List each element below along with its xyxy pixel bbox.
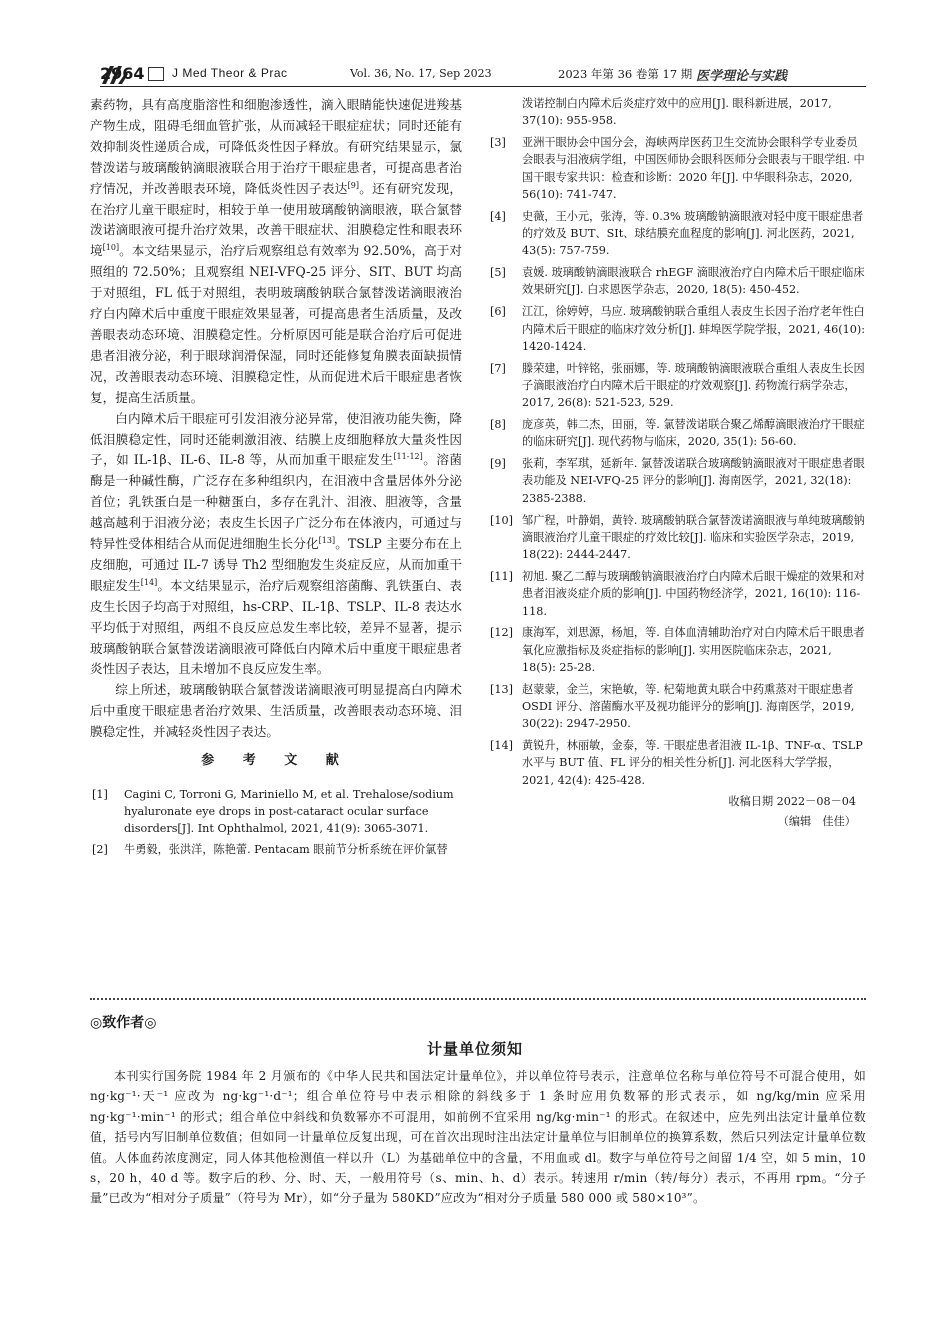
references-heading: 参 考 文 献 <box>201 753 351 769</box>
reference-item: [7] 滕荣建，叶锌铭，张丽娜，等. 玻璃酸钠滴眼液联合重组人表皮生长因子滴眼液治疗白内障术后干眼症的疗效观察[J]. 药物流行病学杂志，2017, 26(8): 521-523, 529. <box>490 361 865 410</box>
journal-name-en: J Med Theor & Prac <box>172 66 288 80</box>
contributor-heading: ◎致作者◎ <box>90 1015 157 1031</box>
reference-item: [4] 史薇，王小元，张涛，等. 0.3% 玻璃酸钠滴眼液对轻中度干眼症患者的疗效及 BUT、SIt、球结膜充血程度的影响[J]. 河北医药，2021, 43(5): 757-759. <box>490 209 864 258</box>
page-number: 2964 <box>100 64 145 83</box>
header-rule <box>100 86 866 87</box>
reference-item: [5] 袁媛. 玻璃酸钠滴眼液联合 rhEGF 滴眼液治疗白内障术后干眼症临床效果研究[J]. 白求恩医学杂志，2020, 18(5): 450-452. <box>490 266 865 297</box>
reference-item: [13] 赵蒙蒙，金兰，宋艳敏，等. 杞菊地黄丸联合中药熏蒸对干眼症患者 OSDI 评分、溶菌酶水平及视功能评分的影响[J]. 海南医学，2019, 30(22): 2947-2950. <box>490 682 855 731</box>
volume-info-en: Vol. 36, No. 17, Sep 2023 <box>350 67 492 80</box>
section-divider <box>90 998 866 1000</box>
volume-info-cn: 2023 年第 36 卷第 17 期 <box>558 67 693 81</box>
received-date: 收稿日期 2022－08－04 <box>728 795 856 809</box>
reference-item: [11] 初旭. 聚乙二醇与玻璃酸钠滴眼液治疗白内障术后眼干燥症的效果和对患者泪液炎症介质的影响[J]. 中国药物经济学，2021, 16(10): 116-118. <box>490 569 865 618</box>
journal-name-cn: 医学理论与实践 <box>696 69 788 84</box>
reference-item: [2] 牛勇毅，张洪洋，陈艳蕾. Pentacam 眼前节分析系统在评价氯替 <box>92 843 448 856</box>
reference-item: [1] Cagini C, Torroni G, Mariniello M, et al. Trehalose/sodium hyaluronate eye drops in post-cataract ocular surface disorders[J]. Int Ophthalmol, 2021, 41(9): 3065-3071. <box>92 788 454 835</box>
reference-item: 泼诺控制白内障术后炎症疗效中的应用[J]. 眼科新进展，2017, 37(10): 955-958. <box>522 97 832 128</box>
right-column <box>488 95 866 831</box>
reference-item: [3] 亚洲干眼协会中国分会，海峡两岸医药卫生交流协会眼科学专业委员会眼表与泪液病学组，中国医师协会眼科医师分会眼表与干眼学组. 中国干眼专家共识：检查和诊断：2020 年[J]. 中华眼科杂志，2020, 56(10): 741-747. <box>490 136 865 201</box>
reference-item: [14] 黄锐升，林丽敏，金泰，等. 干眼症患者泪液 IL-1β、TNF-α、TSLP 水平与 BUT 值、FL 评分的相关性分析[J]. 河北医科大学学报，2021, 42(4): 425-428. <box>490 739 863 787</box>
header-box-icon <box>148 67 164 81</box>
body-paragraph: 素药物，具有高度脂溶性和细胞渗透性，滴入眼睛能快速促进羧基产物生成，阻碍毛细血管扩张，从而减轻干眼症症状；同时还能有效抑制炎性递质合成，可降低炎性因子释放。有研究结果显示，氯替泼诺与玻璃酸钠滴眼液联合用于治疗干眼症患者，可提高患者治疗情况，并改善眼表环境，降低炎性因子表达[9]。还有研究发现，在治疗儿童干眼症时，相较于单一使用玻璃酸钠滴眼液，联合氯替泼诺滴眼液可提升治疗效果，改善干眼症状、泪膜稳定性和眼表环境[10]。本文结果显示，治疗后观察组总有效率为 92.50%，高于对照组的 72.50%；且观察组 NEI-VFQ-25 评分、SIT、BUT 均高于对照组，FL 低于对照组，表明玻璃酸钠联合氯替泼诺滴眼液治疗白内障术后中重度干眼症效果显著，可提高患者生活质量，及改善眼表动态环境、泪膜稳定性。分析原因可能是联合治疗后可促进患者泪液分泌，利于眼球润滑保湿，同时还能修复角膜表面缺损情况，改善眼表动态环境、泪膜稳定性，从而促进术后干眼症患者恢复，提高生活质量。 <box>90 97 463 405</box>
reference-item: [10] 邹广程，叶静娟，黄铃. 玻璃酸钠联合氯替泼诺滴眼液与单纯玻璃酸钠滴眼液治疗儿童干眼症的疗效比较[J]. 临床和实验医学杂志，2019, 18(22): 2444-2447. <box>490 513 865 562</box>
notice-title: 计量单位须知 <box>426 1040 523 1058</box>
editor-credit: （编辑 佳佳） <box>777 815 856 829</box>
left-column <box>90 95 462 862</box>
reference-item: [6] 江江，徐婷婷，马应. 玻璃酸钠联合重组人表皮生长因子治疗老年性白内障术后干眼症的临床疗效分析[J]. 蚌埠医学院学报，2021, 46(10): 1420-1424. <box>490 305 866 353</box>
reference-item: [12] 康海军，刘思源，杨旭，等. 自体血清辅助治疗对白内障术后干眼患者氧化应激指标及炎症指标的影响[J]. 实用医院临床杂志，2021, 18(5): 25-28. <box>490 626 865 674</box>
reference-item: [8] 庞彦英，韩二杰，田丽，等. 氯替泼诺联合聚乙烯醇滴眼液治疗干眼症的临床研究[J]. 现代药物与临床，2020, 35(1): 56-60. <box>490 418 865 449</box>
conclusion-paragraph: 综上所述，玻璃酸钠联合氯替泼诺滴眼液可明显提高白内障术后中重度干眼症患者治疗效果、生活质量，改善眼表动态环境、泪膜稳定性，并减轻炎性因子表达。 <box>90 682 462 740</box>
reference-item: [9] 张莉，李军琪，延新年. 氯替泼诺联合玻璃酸钠滴眼液对干眼症患者眼表功能及 NEI-VFQ-25 评分的影响[J]. 海南医学，2021, 32(18): 2385-2388. <box>490 457 865 505</box>
notice-body: 本刊实行国务院 1984 年 2 月颁布的《中华人民共和国法定计量单位》，并以单位符号表示，注意单位名称与单位符号不可混合使用，如 ng·kg⁻¹·天⁻¹ 应改为 ng·kg⁻¹·d⁻¹；组合单位符号中表示相除的斜线多于 1 条时应用负数幂的形式表示，如 ng/kg/min 应采用 ng·kg⁻¹·min⁻¹ 的形式；组合单位中斜线和负数幂亦不可混用，如前例不宜采用 ng/kg·min⁻¹ 的形式。在叙述中，应先列出法定计量单位数值，括号内写旧制单位数值；但如同一计量单位反复出现，可在首次出现时注出法定计量单位与旧制单位的换算系数，然后只列法定计量单位数值。人体血药浓度测定，同人体其他检测值一样以升（L）为基础单位中的含量，不用血或 dl。数字与单位符号之间留 1/4 空，如 5 min，10 s，20 h，40 d 等。数字后的秒、分、时、天，一般用符号（s、min、h、d）表示。转速用 r/min（转/每分）表示，不再用 rpm。“分子量”已改为“相对分子质量”（符号为 Mr），如“分子量为 580KD”应改为“相对分子质量 580 000 或 580×10³”。 <box>90 1069 866 1206</box>
body-paragraph: 白内障术后干眼症可引发泪液分泌异常，使泪液功能失衡，降低泪膜稳定性，同时还能刺激泪液、结膜上皮细胞释放大量炎性因子，如 IL-1β、IL-6、IL-8 等，从而加重干眼症发生[11-12]。溶菌酶是一种碱性酶，广泛存在多种组织内，在泪液中含量居体外分泌首位；乳铁蛋白是一种糖蛋白，多存在乳汁、泪液、胆液等，含量越高越利于泪液分泌；表皮生长因子广泛分布在体液内，可通过与特异性受体相结合从而促进细胞生长分化[13]。TSLP 主要分布在上皮细胞，可通过 IL-7 诱导 Th2 型细胞发生炎症反应，从而加重干眼症发生[14]。本文结果显示，治疗后观察组溶菌酶、乳铁蛋白、表皮生长因子均高于对照组，hs-CRP、IL-1β、TSLP、IL-8 表达水平均低于对照组，两组不良反应总发生率比较，差异不显著，提示玻璃酸钠联合氯替泼诺滴眼液可降低白内障术后中重度干眼症患者炎性因子表达，且未增加不良反应发生率。 <box>90 410 463 677</box>
